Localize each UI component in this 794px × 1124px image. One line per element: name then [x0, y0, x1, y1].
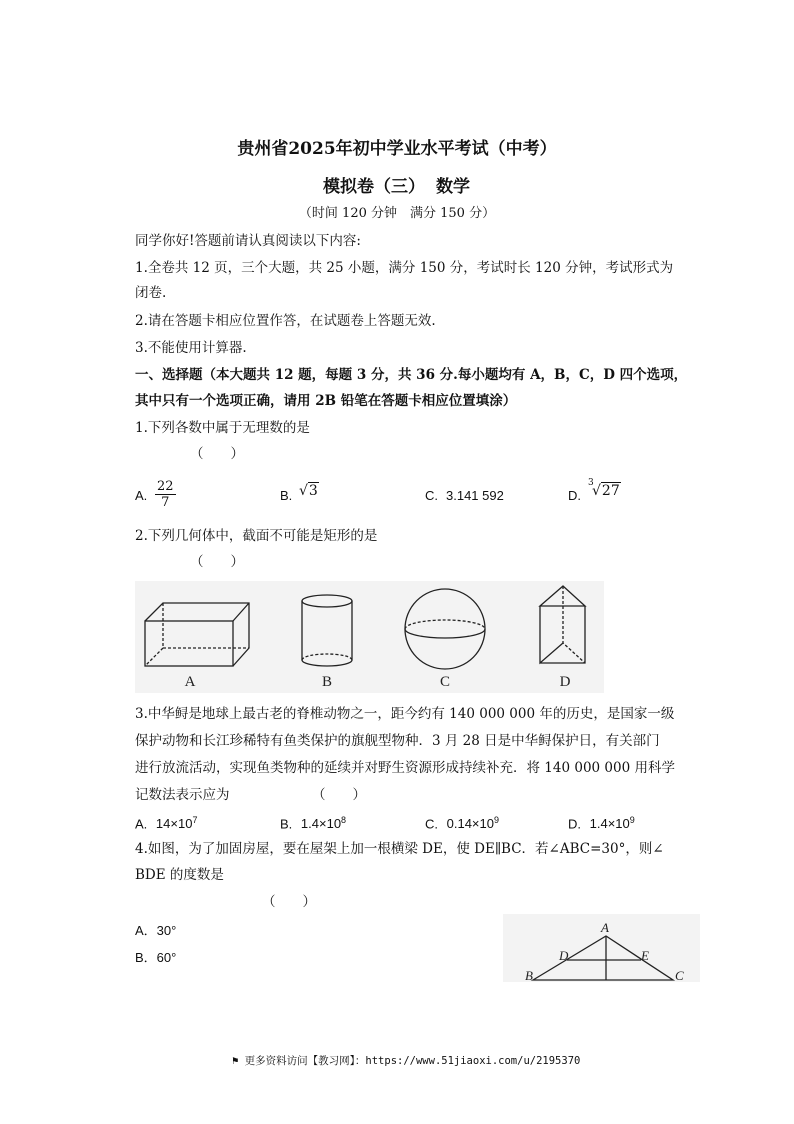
notice-item1-line1: 1.全卷共 12 页，三个大题，共 25 小题，满分 150 分，考试时长 120 分钟，考试形式为 — [135, 260, 674, 276]
q3-option-c-base: 0.14×10 — [446, 816, 494, 832]
cuboid-shape — [145, 603, 249, 666]
q4-line2: BDE 的度数是 — [135, 867, 224, 883]
notice-item3: 3.不能使用计算器. — [135, 340, 247, 356]
q4-line1: 4.如图，为了加固房屋，要在屋架上加一根横梁 DE，使 DE∥BC．若∠ABC=30°，则∠ — [135, 841, 664, 857]
q2-stem: 2.下列几何体中，截面不可能是矩形的是 — [135, 528, 378, 544]
q3-line4: 记数法表示应为 — [135, 787, 230, 803]
q4-answer-blank: （ ） — [262, 894, 316, 910]
q4-fig-label-b: B — [525, 968, 533, 982]
q3-option-d — [568, 815, 635, 831]
q1-option-b-label: B. — [280, 488, 293, 503]
q3-line1: 3.中华鲟是地球上最古老的脊椎动物之一，距今约有 140 000 000 年的历史，是国家一级 — [135, 706, 675, 722]
q3-line3: 进行放流活动，实现鱼类物种的延续并对野生资源形成持续补充．将 140 000 000 用科学 — [135, 760, 675, 776]
q2-fig-label-b: B — [321, 674, 333, 690]
q3-option-d-exp: 9 — [629, 815, 635, 825]
q1-option-c-label: C. — [425, 488, 438, 503]
q4-fig-label-d: D — [559, 948, 569, 963]
q3-option-c-exp: 9 — [493, 815, 499, 825]
q1-option-d-radicand: 27 — [601, 483, 620, 499]
q4-option-b: B．60° — [135, 950, 177, 965]
sqrt-icon: √ — [299, 483, 308, 499]
cube-root-icon: √ — [592, 483, 601, 499]
exam-title: 贵州省2025年初中学业水平考试（中考） — [237, 139, 557, 159]
sphere-shape — [405, 589, 485, 669]
flag-icon: ⚑ — [232, 1055, 239, 1067]
notice-item2: 2.请在答题卡相应位置作答，在试题卷上答题无效. — [135, 313, 436, 329]
section1-heading-line2: 其中只有一个选项正确，请用 2B 铅笔在答题卡相应位置填涂） — [135, 393, 517, 409]
q2-fig-label-d: D — [559, 674, 571, 690]
q1-option-a-numerator: 22 — [157, 479, 174, 494]
exam-subject: 数学 — [436, 177, 470, 197]
q3-option-a-exp: 7 — [192, 815, 198, 825]
q3-option-b-exp: 8 — [341, 815, 347, 825]
q2-answer-blank: （ ） — [190, 554, 244, 570]
notice-greeting: 同学你好!答题前请认真阅读以下内容: — [135, 233, 361, 249]
notice-item1-line2: 闭卷. — [135, 285, 167, 301]
q3-option-a-base: 14×10 — [155, 816, 193, 832]
q3-option-b-base: 1.4×10 — [300, 816, 342, 832]
q1-answer-blank: （ ） — [190, 446, 244, 462]
cylinder-shape — [302, 595, 352, 666]
q3-option-a-label: A. — [135, 816, 148, 832]
q3-line2: 保护动物和长江珍稀特有鱼类保护的旗舰型物种．3 月 28 日是中华鲟保护日，有关部门 — [135, 733, 660, 749]
q2-fig-label-c: C — [439, 674, 451, 690]
q4-fig-label-e: E — [641, 948, 649, 963]
q1-option-d-index: 3 — [588, 478, 594, 488]
q1-option-a-fraction — [155, 479, 176, 510]
q4-option-a: A．30° — [135, 923, 177, 938]
q3-option-a — [135, 815, 197, 831]
q1-option-a-denominator: 7 — [161, 495, 170, 510]
exam-time-info: （时间 120 分钟 满分 150 分） — [298, 206, 496, 221]
q1-stem: 1.下列各数中属于无理数的是 — [135, 420, 310, 436]
section1-heading-line1: 一、选择题（本大题共 12 题，每题 3 分，共 36 分.每小题均有 A，B，C，D 四个选项， — [135, 367, 688, 383]
q3-option-d-base: 1.4×10 — [589, 816, 630, 832]
q3-option-c-label: C. — [425, 816, 438, 832]
q3-answer-blank: （ ） — [312, 787, 366, 803]
q3-option-c — [425, 815, 499, 831]
q2-figure — [135, 581, 604, 693]
q1-option-b-value — [299, 483, 319, 499]
q1-option-d-label: D. — [568, 488, 581, 503]
q3-option-b — [280, 815, 346, 831]
q1-option-d-value — [592, 483, 621, 499]
footer-link[interactable] — [232, 1053, 580, 1068]
triangular-prism-shape — [540, 586, 585, 663]
q4-figure — [503, 914, 700, 982]
q4-roof-truss-svg — [503, 914, 700, 982]
q4-fig-label-a: A — [601, 920, 609, 935]
q2-fig-label-a: A — [184, 674, 196, 690]
footer-text: 更多资料访问【教习网】：https://www.51jiaoxi.com/u/2195370 — [244, 1055, 581, 1067]
q3-option-d-label: D. — [568, 816, 581, 832]
q1-option-b-radicand: 3 — [308, 483, 318, 499]
q4-fig-label-c: C — [675, 968, 684, 982]
q1-option-c-value: 3.141 592 — [446, 488, 504, 503]
q2-solids-svg — [135, 581, 604, 693]
q1-option-a-label: A. — [135, 488, 148, 503]
exam-subtitle: 模拟卷（三） — [323, 177, 425, 197]
q3-option-b-label: B. — [280, 816, 293, 832]
